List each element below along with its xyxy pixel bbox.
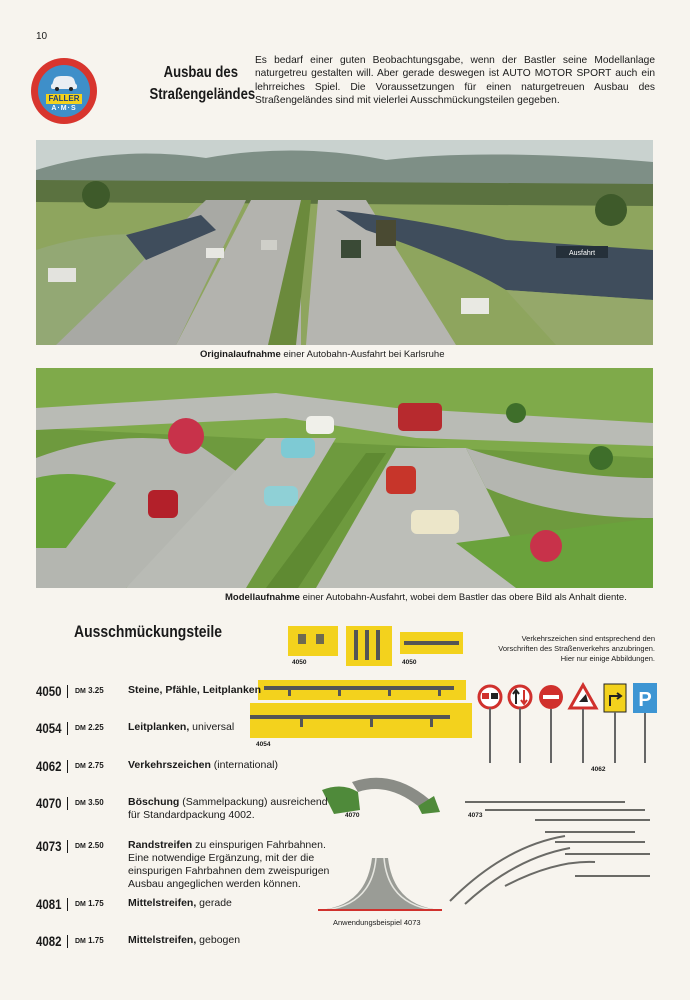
price-value: 1.75 bbox=[88, 936, 104, 945]
price-currency: DM bbox=[75, 763, 86, 770]
item-separator bbox=[67, 722, 68, 735]
model-caption-bold: Modellaufnahme bbox=[225, 592, 300, 603]
original-caption-bold: Originalaufnahme bbox=[200, 349, 281, 360]
item-name-bold: Randstreifen bbox=[128, 839, 193, 851]
item-name-rest: gebogen bbox=[196, 934, 241, 946]
parking-sign-icon bbox=[633, 683, 657, 763]
item-separator bbox=[67, 760, 68, 773]
title-line-2: Straßengeländes bbox=[149, 86, 256, 103]
faller-ams-logo bbox=[31, 58, 97, 124]
item-separator bbox=[67, 685, 68, 698]
item-price bbox=[75, 686, 104, 695]
logo-sub: A·M·S bbox=[51, 105, 77, 112]
price-value: 1.75 bbox=[88, 899, 104, 908]
item-name bbox=[128, 897, 232, 910]
item-desc-line: Ausbau angeglichen werden können. bbox=[128, 878, 301, 890]
page-number: 10 bbox=[36, 31, 48, 42]
item-price bbox=[75, 723, 104, 732]
item-name-rest: (international) bbox=[210, 759, 279, 771]
item-price bbox=[75, 841, 104, 850]
item-name-bold: Steine, Pfähle, Leitplanken bbox=[128, 684, 262, 696]
guardrail-figure-a bbox=[400, 632, 463, 654]
item-name-bold: Böschung bbox=[128, 796, 180, 808]
logo-brand: FALLER bbox=[46, 94, 82, 104]
item-name-bold: Mittelstreifen, bbox=[128, 934, 197, 946]
posts-figure bbox=[346, 626, 392, 666]
no-overtaking-sign-icon bbox=[479, 686, 501, 763]
item-name-bold: Leitplanken, bbox=[128, 721, 190, 733]
sign-note: Verkehrszeichen sind entsprechend den Vorschriften des Straßenverkehrs anzubringen. Hier nur einige Abbildungen. bbox=[498, 634, 655, 663]
item-code: 4081 bbox=[36, 896, 62, 912]
item-separator bbox=[67, 840, 68, 853]
item-price bbox=[75, 899, 104, 908]
item-name-bold: Mittelstreifen, bbox=[128, 897, 197, 909]
guardrail-figure-c bbox=[250, 703, 472, 738]
price-value: 2.50 bbox=[88, 841, 104, 850]
model-caption-rest: einer Autobahn-Ausfahrt, wobei dem Bastler das obere Bild als Anhalt diente. bbox=[299, 592, 627, 603]
price-currency: DM bbox=[75, 938, 86, 945]
price-currency: DM bbox=[75, 843, 86, 850]
title-line-1: Ausbau des bbox=[163, 64, 238, 81]
item-desc-line: Eine notwendige Ergänzung, mit der die bbox=[128, 852, 315, 864]
item-name-rest: zu einspurigen Fahrbahnen. bbox=[192, 839, 326, 851]
direction-sign-icon bbox=[604, 684, 626, 763]
item-name bbox=[128, 934, 240, 947]
price-value: 3.50 bbox=[88, 798, 104, 807]
section-title: Ausschmückungsteile bbox=[74, 622, 222, 641]
item-price bbox=[75, 798, 104, 807]
item-separator bbox=[67, 935, 68, 948]
traffic-signs-figure bbox=[476, 680, 661, 765]
price-value: 2.25 bbox=[88, 723, 104, 732]
tag-4070: 4070 bbox=[345, 812, 360, 819]
guardrail-figure-b bbox=[258, 680, 466, 700]
item-code: 4082 bbox=[36, 933, 62, 949]
item-code: 4073 bbox=[36, 838, 62, 854]
item-name-rest: gerade bbox=[196, 897, 232, 909]
item-price bbox=[75, 936, 104, 945]
application-example-caption: Anwendungsbeispiel 4073 bbox=[333, 918, 421, 927]
item-price bbox=[75, 761, 104, 770]
intro-paragraph: Es bedarf einer guten Beobachtungsgabe, wenn der Bastler seine Modellanlage naturgetreu gestalten will. Aber gerade deswegen ist AUTO MOTOR SPORT auch ein lehrreiches Spiel. Die Voraussetzungen für einen naturgetreuen Ausbau des Straßengeländes sind mit vielerlei Ausschmückungsteilen gegeben. bbox=[255, 55, 655, 107]
price-value: 2.75 bbox=[88, 761, 104, 770]
original-photo bbox=[36, 140, 653, 345]
item-name bbox=[128, 796, 328, 809]
tag-4050-b: 4050 bbox=[402, 659, 417, 666]
item-name-rest: universal bbox=[189, 721, 235, 733]
tag-4073: 4073 bbox=[468, 812, 483, 819]
warning-sign-icon bbox=[570, 685, 596, 763]
item-name-rest: (Sammelpackung) ausreichend bbox=[179, 796, 328, 808]
tag-4050-a: 4050 bbox=[292, 659, 307, 666]
item-desc-line: für Standardpackung 4002. bbox=[128, 809, 255, 821]
item-name bbox=[128, 721, 234, 734]
exit-sign-text: Ausfahrt bbox=[568, 250, 596, 257]
original-caption bbox=[200, 349, 444, 360]
stones-figure bbox=[288, 626, 338, 656]
tag-4054: 4054 bbox=[256, 741, 271, 748]
item-code: 4070 bbox=[36, 795, 62, 811]
price-value: 3.25 bbox=[88, 686, 104, 695]
application-example-figure bbox=[316, 852, 444, 914]
item-desc-line: einspurigen Fahrbahnen dem zweispurigen bbox=[128, 865, 330, 877]
model-caption bbox=[225, 592, 627, 603]
price-currency: DM bbox=[75, 688, 86, 695]
item-code: 4062 bbox=[36, 758, 62, 774]
item-name bbox=[128, 684, 261, 697]
original-caption-rest: einer Autobahn-Ausfahrt bei Karlsruhe bbox=[280, 349, 445, 360]
tag-4062: 4062 bbox=[591, 766, 606, 773]
price-currency: DM bbox=[75, 800, 86, 807]
svg-text:P: P bbox=[638, 689, 652, 711]
item-name-bold: Verkehrszeichen bbox=[128, 759, 211, 771]
car-icon bbox=[49, 73, 79, 91]
item-code: 4050 bbox=[36, 683, 62, 699]
item-code: 4054 bbox=[36, 720, 62, 736]
embankment-figure bbox=[322, 770, 442, 818]
price-currency: DM bbox=[75, 901, 86, 908]
item-separator bbox=[67, 898, 68, 911]
oncoming-traffic-sign-icon bbox=[509, 686, 531, 763]
price-currency: DM bbox=[75, 725, 86, 732]
no-entry-sign-icon bbox=[539, 685, 563, 763]
item-name bbox=[128, 759, 278, 772]
page-title bbox=[149, 62, 256, 106]
item-name bbox=[128, 839, 326, 852]
item-separator bbox=[67, 797, 68, 810]
model-photo bbox=[36, 368, 653, 588]
